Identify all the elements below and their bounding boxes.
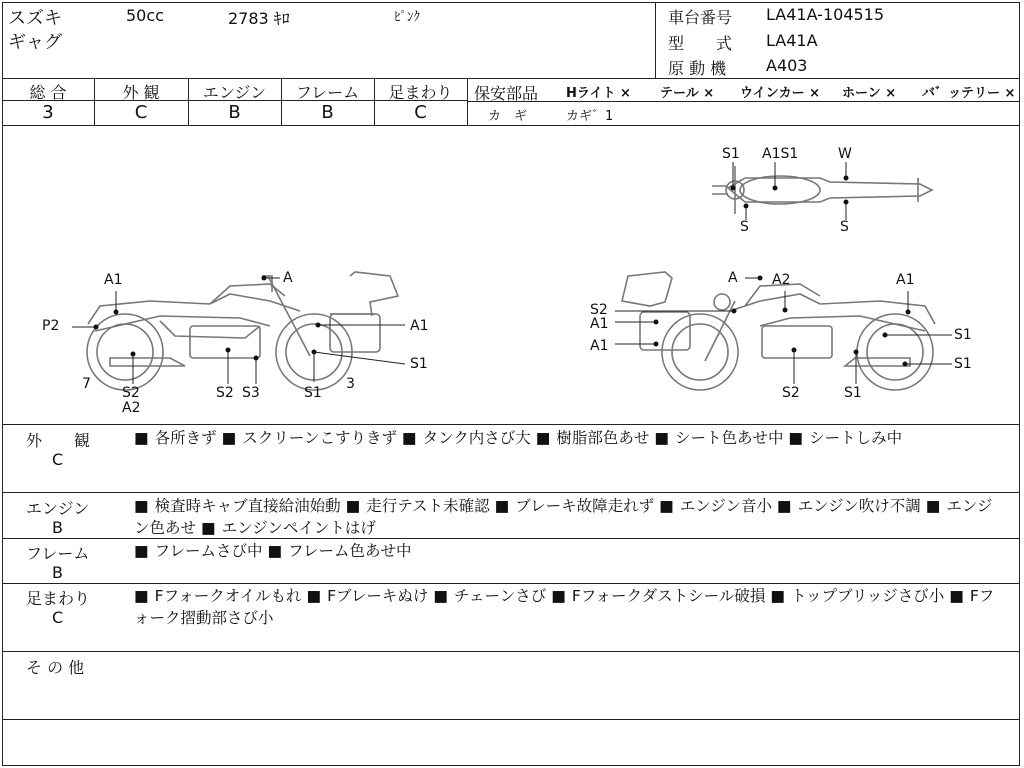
comment-frame — [134, 540, 1004, 562]
item: ■ チェーンさび — [433, 587, 546, 605]
item: ■ 検査時キャブ直接給油始動 — [134, 497, 341, 515]
safety-winker: ウインカー × — [740, 86, 821, 101]
left-label-5: S1 — [410, 356, 428, 372]
overall-grade: 3 — [42, 102, 54, 123]
item: ■ フレーム色あせ中 — [267, 542, 411, 560]
comment-frame-label: フレーム — [26, 544, 90, 563]
item: ■ 各所きず — [134, 429, 217, 447]
item: ■ スクリーンこすりきず — [222, 429, 397, 447]
top-label-4: S — [740, 219, 749, 235]
damage-diagram — [0, 126, 1024, 424]
item: ■ 樹脂部色あせ — [536, 429, 650, 447]
item: ■ 走行テスト未確認 — [346, 497, 490, 515]
left-label-10: S3 — [242, 385, 260, 401]
safety-tail: テール × — [660, 86, 715, 101]
left-label-12: 3 — [346, 376, 355, 392]
top-label-5: S — [840, 219, 849, 235]
item: ■ エンジン音小 — [659, 497, 772, 515]
safety-battery: バ゛ッテリー × — [922, 86, 1016, 101]
left-label-11: S1 — [304, 385, 322, 401]
right-label-2: A2 — [772, 272, 791, 288]
right-label-10: S1 — [844, 385, 862, 401]
comment-engine — [134, 495, 1004, 539]
engine-model-label: 原 動 機 — [668, 59, 727, 78]
engine-label: エンジン — [202, 83, 267, 102]
top-label-1: S1 — [722, 146, 740, 162]
left-label-6: 7 — [82, 376, 91, 392]
suspension-grade: C — [414, 102, 427, 123]
comment-exterior-grade: C — [52, 450, 64, 469]
item: ■ Fブレーキぬけ — [306, 587, 428, 605]
left-label-7: S2 — [122, 385, 140, 401]
overall-label: 総 合 — [29, 83, 67, 102]
comment-frame-grade: B — [52, 563, 63, 582]
type-value: LA41A — [766, 31, 818, 50]
left-label-9: S2 — [216, 385, 234, 401]
item: ■ トップブリッジさび小 — [770, 587, 944, 605]
safety-headlight: Hライト × — [566, 86, 631, 101]
exterior-label: 外 観 — [122, 83, 160, 102]
engine-model: A403 — [766, 56, 808, 75]
item: ■ エンジン吹け不調 — [777, 497, 921, 515]
left-label-2: A — [283, 270, 293, 286]
comment-engine-label: エンジン — [26, 499, 90, 518]
comment-exterior-label: 外 観 — [26, 431, 91, 450]
bike-left-side-view — [87, 272, 398, 390]
right-label-4: S2 — [590, 302, 608, 318]
top-label-2: A1S1 — [762, 146, 799, 162]
comment-suspension — [134, 585, 1004, 629]
type-label: 型 式 — [668, 34, 733, 53]
model-name: ギャグ — [8, 32, 62, 53]
right-label-1: A — [728, 270, 738, 286]
item: ■ エンジンペイントはげ — [201, 519, 376, 537]
item: ■ エンジン色あせ — [134, 497, 993, 537]
frame-label: フレーム — [295, 83, 360, 102]
top-markers — [731, 162, 849, 220]
key-label: カ ギ — [488, 109, 528, 124]
item: ■ フレームさび中 — [134, 542, 263, 560]
color: ﾋﾟﾝｸ — [394, 10, 420, 25]
right-label-5: A1 — [590, 316, 609, 332]
left-label-3: P2 — [42, 318, 60, 334]
right-label-9: S2 — [782, 385, 800, 401]
mileage: 2783 ｷﾛ — [228, 9, 290, 28]
engine-grade: B — [228, 102, 241, 123]
safety-horn: ホーン × — [842, 86, 897, 101]
comment-exterior — [134, 427, 1004, 449]
comment-suspension-label: 足まわり — [26, 589, 91, 608]
key-value: カギ゛1 — [566, 109, 614, 124]
bike-right-side-view — [622, 272, 935, 390]
right-label-7: S1 — [954, 327, 972, 343]
item: ■ ブレーキ故障走れず — [495, 497, 655, 515]
suspension-label: 足まわり — [388, 83, 453, 102]
item: ■ タンク内さび大 — [402, 429, 531, 447]
frame-no: LA41A-104515 — [766, 5, 885, 24]
top-label-3: W — [838, 146, 852, 162]
item: ■ シート色あせ中 — [654, 429, 783, 447]
safety-label: 保安部品 — [474, 84, 539, 103]
left-label-1: A1 — [104, 272, 123, 288]
item: ■ Fフォークオイルもれ — [134, 587, 302, 605]
exterior-grade: C — [134, 102, 148, 123]
maker: スズキ — [8, 8, 62, 29]
item: ■ シートしみ中 — [788, 429, 902, 447]
left-label-4: A1 — [410, 318, 429, 334]
comment-suspension-grade: C — [52, 608, 64, 627]
left-markers — [72, 276, 405, 385]
left-label-8: A2 — [122, 400, 141, 416]
comment-engine-grade: B — [52, 518, 63, 537]
frame-no-label: 車台番号 — [668, 8, 733, 27]
item: ■ Fフォークダストシール破損 — [551, 587, 765, 605]
right-label-3: A1 — [896, 272, 915, 288]
displacement: 50cc — [126, 6, 164, 25]
right-label-6: A1 — [590, 338, 609, 354]
right-label-8: S1 — [954, 356, 972, 372]
comment-other-label: そ の 他 — [26, 658, 85, 677]
frame-grade: B — [321, 102, 334, 123]
item: ■ Fフォーク摺動部さび小 — [134, 587, 994, 627]
